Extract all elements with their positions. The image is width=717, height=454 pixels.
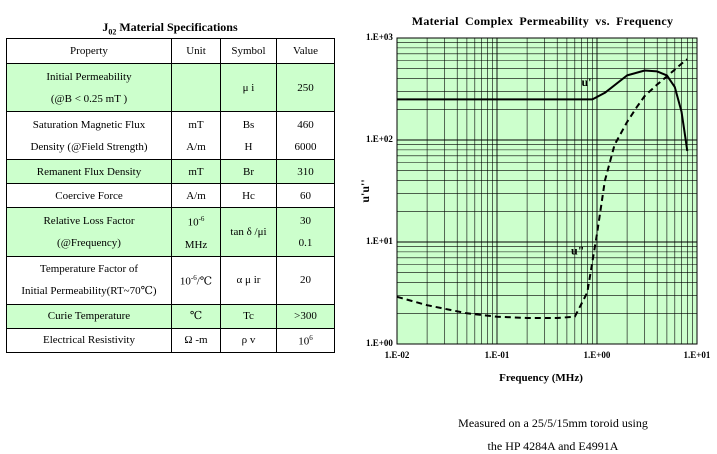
header-unit: Unit xyxy=(172,39,221,64)
cell-text: 460 xyxy=(297,118,314,131)
cell-text: $10^6$ xyxy=(298,334,313,348)
cell-text: μ i xyxy=(242,81,255,94)
cell-text: Electrical Resistivity xyxy=(43,334,135,347)
header-value: Value xyxy=(277,39,335,64)
cell-text: Coercive Force xyxy=(55,189,123,202)
y-axis-label: u'u'' xyxy=(358,179,372,203)
x-tick-label: 1.E-01 xyxy=(484,350,510,360)
cell-text: 0.1 xyxy=(298,236,313,249)
header-property: Property xyxy=(7,39,172,64)
cell-text: Curie Temperature xyxy=(47,310,131,323)
cell-text: (@B < 0.25 mT ) xyxy=(50,92,128,105)
cell-text: 60 xyxy=(300,189,311,202)
cell-text: Density (@Field Strength) xyxy=(30,140,148,153)
cell-text: Bs xyxy=(242,118,255,131)
cell-text: α μ ir xyxy=(236,274,261,287)
caption-line-2: the HP 4284A and E4991A xyxy=(487,439,619,453)
series-label-1: u" xyxy=(571,243,585,258)
cell-text: Initial Permeability(RT~70℃) xyxy=(21,285,157,298)
cell-text: mT xyxy=(188,118,204,131)
cell-text: ℃ xyxy=(189,310,203,323)
cell-text: Tc xyxy=(243,310,254,323)
cell-text: Relative Loss Factor xyxy=(43,214,135,227)
cell-text: 250 xyxy=(297,81,314,94)
cell-text: $10^{-6}/℃$ xyxy=(179,274,213,288)
y-tick-label: 1.E+01 xyxy=(366,236,393,246)
plot-area xyxy=(397,38,697,344)
cell-text: Saturation Magnetic Flux xyxy=(32,118,146,131)
cell-text: Temperature Factor of xyxy=(39,263,139,276)
x-axis-label: Frequency (MHz) xyxy=(499,372,583,384)
cell-text: ρ v xyxy=(241,334,256,347)
cell-text: 310 xyxy=(297,165,314,178)
cell-text: Remanent Flux Density xyxy=(36,165,142,178)
cell-text: H xyxy=(244,140,253,153)
table-title: $J_{02}$ Material Specifications xyxy=(102,20,238,37)
y-tick-label: 1.E+02 xyxy=(366,134,393,144)
chart-title: Material Complex Permeability vs. Frequency xyxy=(411,14,674,28)
x-tick-label: 1.E-02 xyxy=(384,350,410,360)
cell-text: 20 xyxy=(300,274,311,287)
cell-text: MHz xyxy=(184,238,208,251)
x-tick-label: 1.E+01 xyxy=(683,350,711,360)
caption-line-1: Measured on a 25/5/15mm toroid using xyxy=(458,416,648,430)
x-tick-label: 1.E+00 xyxy=(583,350,611,360)
cell-text: Br xyxy=(243,165,254,178)
cell-text: Hc xyxy=(242,189,255,202)
y-tick-label: 1.E+00 xyxy=(366,338,393,348)
cell-text: $10^{-6}$ xyxy=(187,215,205,229)
cell-text: A/m xyxy=(186,189,206,202)
header-symbol: Symbol xyxy=(221,39,277,64)
cell-text: Ω -m xyxy=(184,334,208,347)
cell-text: 6000 xyxy=(294,140,317,153)
cell-text: A/m xyxy=(186,140,206,153)
series-label-0: u' xyxy=(581,74,592,89)
cell-text: mT xyxy=(188,165,204,178)
cell-text: tan δ /μi xyxy=(230,225,267,238)
cell-text: >300 xyxy=(294,310,317,323)
cell-text: 30 xyxy=(300,214,311,227)
y-tick-label: 1.E+03 xyxy=(366,32,393,42)
cell-text: Initial Permeability xyxy=(46,70,132,83)
cell-text: (@Frequency) xyxy=(57,236,121,249)
